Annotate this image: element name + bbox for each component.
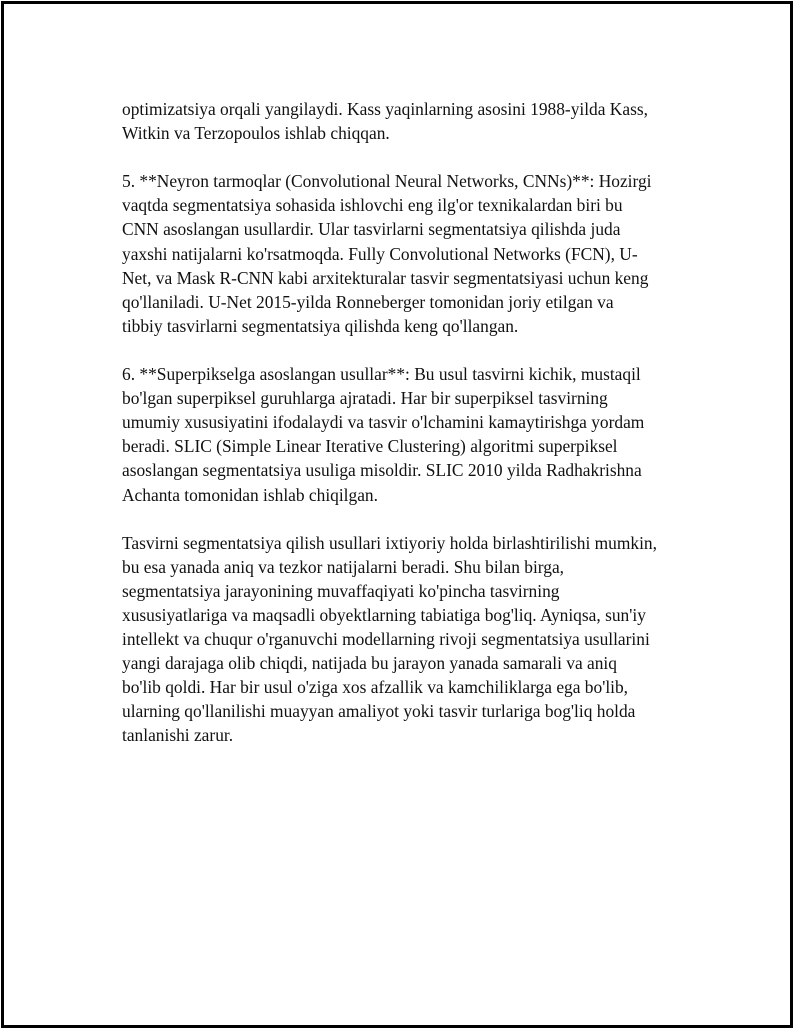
text-line: 6. **Superpikselga asoslangan usullar**: Bu usul tasvirni kichik, mustaqil (122, 364, 641, 385)
text-line: bu esa yanada aniq va tezkor natijalarni beradi. Shu bilan birga, (122, 556, 565, 577)
text-line: tanlanishi zarur. (122, 725, 234, 746)
text-line: yaxshi natijalarni ko'rsatmoqda. Fully Convolutional Networks (FCN), U- (122, 243, 638, 264)
text-line: Tasvirni segmentatsiya qilish usullari ixtiyoriy holda birlashtirilishi mumkin, (122, 532, 657, 553)
text-line: qo'llaniladi. U-Net 2015-yilda Ronneberger tomonidan joriy etilgan va (122, 291, 614, 312)
text-line: 5. **Neyron tarmoqlar (Convolutional Neural Networks, CNNs)**: Hozirgi (122, 171, 652, 192)
paragraph-kass-continuation (122, 97, 702, 145)
page-content (122, 97, 702, 772)
paragraph-item-6-superpixel (122, 362, 702, 507)
text-line: segmentatsiya jarayonining muvaffaqiyati ko'pincha tasvirning (122, 580, 560, 601)
text-line: Achanta tomonidan ishlab chiqilgan. (122, 484, 378, 505)
text-line: umumiy xususiyatini ifodalaydi va tasvir o'lchamini kamaytirishga yordam (122, 412, 645, 433)
text-line: CNN asoslangan usullardir. Ular tasvirlarni segmentatsiya qilishda juda (122, 219, 621, 240)
page-frame (1, 1, 793, 1028)
text-line: bo'lgan superpiksel guruhlarga ajratadi. Har bir superpiksel tasvirning (122, 388, 608, 409)
text-line: xususiyatlariga va maqsadli obyektlarning tabiatiga bog'liq. Ayniqsa, sun'iy (122, 604, 646, 625)
text-line: bo'lib qoldi. Har bir usul o'ziga xos afzallik va kamchiliklarga ega bo'lib, (122, 677, 629, 698)
text-line: vaqtda segmentatsiya sohasida ishlovchi eng ilg'or texnikalardan biri bu (122, 195, 623, 216)
paragraph-item-5-cnn (122, 169, 702, 338)
text-line: ularning qo'llanilishi muayyan amaliyot yoki tasvir turlariga bog'liq holda (122, 701, 636, 722)
text-line: tibbiy tasvirlarni segmentatsiya qilishda keng qo'llangan. (122, 315, 519, 336)
text-line: optimizatsiya orqali yangilaydi. Kass yaqinlarning asosini 1988-yilda Kass, (122, 99, 648, 119)
text-line: asoslangan segmentatsiya usuliga misoldir. SLIC 2010 yilda Radhakrishna (122, 460, 642, 481)
text-line: intellekt va chuqur o'rganuvchi modellarning rivoji segmentatsiya usullarini (122, 629, 650, 650)
paragraph-conclusion (122, 531, 702, 748)
text-line: yangi darajaga olib chiqdi, natijada bu jarayon yanada samarali va aniq (122, 653, 617, 674)
text-line: Net, va Mask R-CNN kabi arxitekturalar tasvir segmentatsiyasi uchun keng (122, 267, 649, 288)
text-line: beradi. SLIC (Simple Linear Iterative Clustering) algoritmi superpiksel (122, 436, 618, 457)
text-line: Witkin va Terzopoulos ishlab chiqqan. (122, 123, 390, 144)
